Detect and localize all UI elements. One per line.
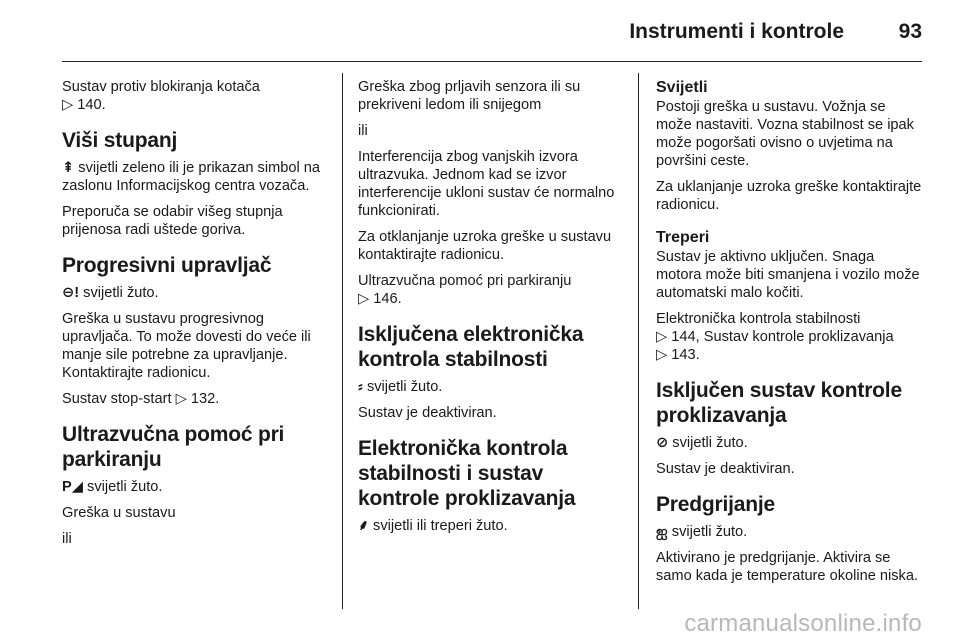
page-reference[interactable]: 146. <box>373 291 402 307</box>
column-3 <box>656 78 922 593</box>
heading-visi-stupanj: Viši stupanj <box>62 129 178 152</box>
column-1 <box>62 78 330 556</box>
prog-paragraph-2: Greška u sustavu progresivnog upravljača. To može dovesti do veće ili manje sile potrebne za upravljanje. Kontaktirajte radionicu. <box>62 311 311 381</box>
heading-ultrazvucna-pomoc: Ultrazvučna pomoć pri parkiranju <box>62 423 285 471</box>
column-divider-1 <box>342 73 343 609</box>
heading-treperi: Treperi <box>656 229 710 246</box>
treperi-paragraph-2: Elektronička kontrola stabilnosti ▷ 144, Sustav kontrole proklizavanja ▷ 143. <box>656 311 894 363</box>
page-reference[interactable]: 140. <box>77 97 106 113</box>
prog-paragraph-1: ⊖! svijetli žuto. <box>62 285 159 301</box>
svijetli-paragraph-1: Postoji greška u sustavu. Vožnja se može nastaviti. Vozna stabilnost se ipak može pogoršati ovisno o uvjetima na površini ceste. <box>656 99 914 169</box>
page-number: 93 <box>898 20 922 43</box>
prog-paragraph-3: Sustav stop-start ▷ 132. <box>62 391 220 407</box>
iskl-paragraph-2: Sustav je deaktiviran. <box>358 405 497 421</box>
steering-warning-icon: ⊖! <box>62 285 80 301</box>
heading-elektronicka-kontrola: Elektronička kontrola stabilnosti i sustav kontrole proklizavanja <box>358 437 576 510</box>
ultra-paragraph-3: ili <box>62 531 72 547</box>
pred-paragraph-2: Aktivirano je predgrijanje. Aktivira se samo kada je temperature okoline niska. <box>656 550 919 584</box>
parking-assist-icon: P◢ <box>62 479 83 495</box>
reference-arrow-icon: ▷ <box>62 97 74 113</box>
page-reference[interactable]: 132. <box>190 391 220 407</box>
pred-paragraph-1: ஐ svijetli žuto. <box>656 524 748 540</box>
elek-paragraph-1: ⸙ svijetli ili treperi žuto. <box>358 518 508 534</box>
page-header <box>62 0 922 62</box>
col2-paragraph-3: Interferencija zbog vanjskih izvora ultrazvuka. Jednom kad se izvor interferencije ukloni sustav će normalno funkcionirati. <box>358 149 615 219</box>
tc-paragraph-1: ⊘ svijetli žuto. <box>656 435 748 451</box>
col2-paragraph-1: Greška zbog prljavih senzora ili su prekriveni ledom ili snijegom <box>358 79 581 113</box>
traction-off-icon: ⊘ <box>656 435 669 451</box>
svijetli-paragraph-2: Za uklanjanje uzroka greške kontaktirajte radionicu. <box>656 179 922 213</box>
page-reference[interactable]: 144, <box>671 329 700 345</box>
esc-icon: ⸙ <box>358 518 369 534</box>
visi-paragraph-1: ⇞ svijetli zeleno ili je prikazan simbol na zaslonu Informacijskog centra vozača. <box>62 160 321 194</box>
heading-predgrijanje: Predgrijanje <box>656 493 775 516</box>
visi-paragraph-2: Preporuča se odabir višeg stupnja prijenosa radi uštede goriva. <box>62 204 283 238</box>
intro-text: Sustav protiv blokiranja kotača ▷ 140. <box>62 79 260 113</box>
glow-plug-icon: ஐ <box>656 524 668 540</box>
reference-arrow-icon: ▷ <box>175 391 187 407</box>
heading-iskljucena-esc: Isključena elektronička kontrola stabilnosti <box>358 323 584 371</box>
page-reference[interactable]: 143. <box>671 347 700 363</box>
esc-off-icon: ⸗ <box>358 379 363 395</box>
col2-paragraph-4: Za otklanjanje uzroka greške u sustavu kontaktirajte radionicu. <box>358 229 612 263</box>
tc-paragraph-2: Sustav je deaktiviran. <box>656 461 795 477</box>
col2-paragraph-2: ili <box>358 123 368 139</box>
upshift-icon: ⇞ <box>62 160 75 176</box>
reference-arrow-icon: ▷ <box>656 347 668 363</box>
heading-iskljucen-tc: Isključen sustav kontrole proklizavanja <box>656 379 902 427</box>
column-2 <box>358 78 626 543</box>
reference-arrow-icon: ▷ <box>358 291 370 307</box>
watermark: carmanualsonline.info <box>684 610 922 637</box>
column-divider-2 <box>638 73 639 609</box>
reference-arrow-icon: ▷ <box>656 329 668 345</box>
page-title: Instrumenti i kontrole <box>629 20 844 43</box>
header-divider <box>62 61 922 62</box>
heading-svijetli: Svijetli <box>656 79 708 96</box>
iskl-paragraph-1: ⸗ svijetli žuto. <box>358 379 443 395</box>
col2-paragraph-5: Ultrazvučna pomoć pri parkiranju ▷ 146. <box>358 273 572 307</box>
heading-progresivni-upravljac: Progresivni upravljač <box>62 254 272 277</box>
ultra-paragraph-2: Greška u sustavu <box>62 505 176 521</box>
treperi-paragraph-1: Sustav je aktivno uključen. Snaga motora može biti smanjena i vozilo može automatski malo kočiti. <box>656 249 920 301</box>
ultra-paragraph-1: P◢ svijetli žuto. <box>62 479 163 495</box>
